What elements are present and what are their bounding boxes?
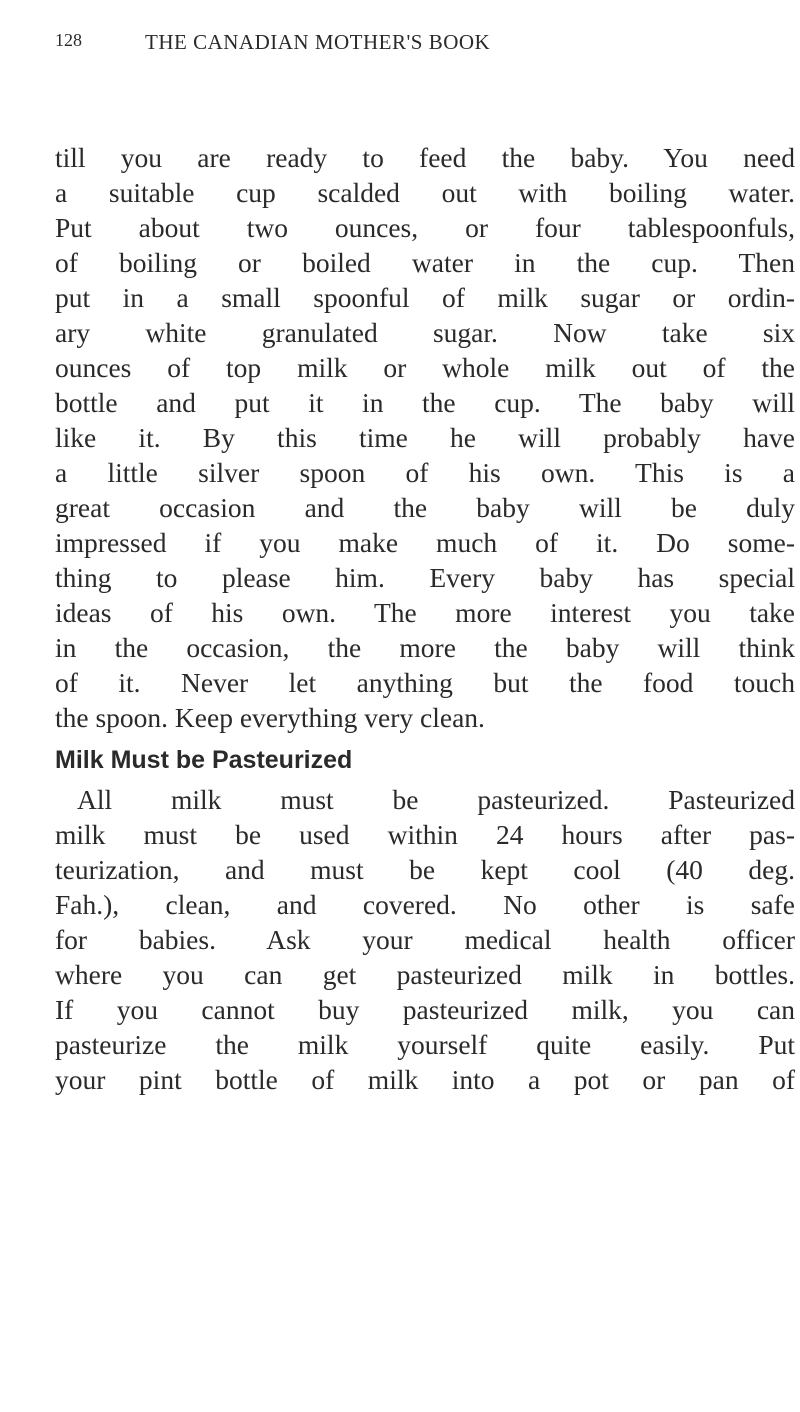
text-line: thing to please him. Every baby has special [55, 562, 795, 593]
paragraph [55, 782, 795, 1097]
text-line: like it. By this time he will probably have [55, 422, 795, 453]
text-line: for babies. Ask your medical health officer [55, 924, 795, 955]
text-line: till you are ready to feed the baby. You need [55, 142, 795, 173]
text-line: impressed if you make much of it. Do some- [55, 527, 795, 558]
text-line: the spoon. Keep everything very clean. [55, 702, 485, 733]
text-line: in the occasion, the more the baby will think [55, 632, 795, 663]
text-line: of it. Never let anything but the food touch [55, 667, 795, 698]
text-line: Fah.), clean, and covered. No other is safe [55, 889, 795, 920]
text-line: where you can get pasteurized milk in bottles. [55, 959, 795, 990]
text-line: a suitable cup scalded out with boiling water. [55, 177, 795, 208]
text-line: bottle and put it in the cup. The baby will [55, 387, 795, 418]
text-line: a little silver spoon of his own. This is a [55, 457, 795, 488]
text-line: Put about two ounces, or four tablespoonfuls, [55, 212, 795, 243]
text-line: pasteurize the milk yourself quite easily. Put [55, 1029, 795, 1060]
text-line: your pint bottle of milk into a pot or pan of [55, 1064, 795, 1095]
running-header [55, 30, 795, 60]
text-line: teurization, and must be kept cool (40 deg. [55, 854, 795, 885]
text-line: ary white granulated sugar. Now take six [55, 317, 795, 348]
text-line: ideas of his own. The more interest you take [55, 597, 795, 628]
section-heading: Milk Must be Pasteurized [55, 746, 353, 774]
text-line: put in a small spoonful of milk sugar or ordin- [55, 282, 795, 313]
running-title: THE CANADIAN MOTHER'S BOOK [145, 30, 491, 54]
page-number: 128 [55, 30, 82, 50]
text-line: of boiling or boiled water in the cup. Then [55, 247, 795, 278]
text-line: great occasion and the baby will be duly [55, 492, 795, 523]
paragraph [55, 140, 795, 735]
page-body [55, 140, 795, 1097]
text-line: If you cannot buy pasteurized milk, you can [55, 994, 795, 1025]
text-line: ounces of top milk or whole milk out of the [55, 352, 795, 383]
text-line: milk must be used within 24 hours after pas- [55, 819, 795, 850]
text-line: All milk must be pasteurized. Pasteurized [77, 784, 795, 815]
